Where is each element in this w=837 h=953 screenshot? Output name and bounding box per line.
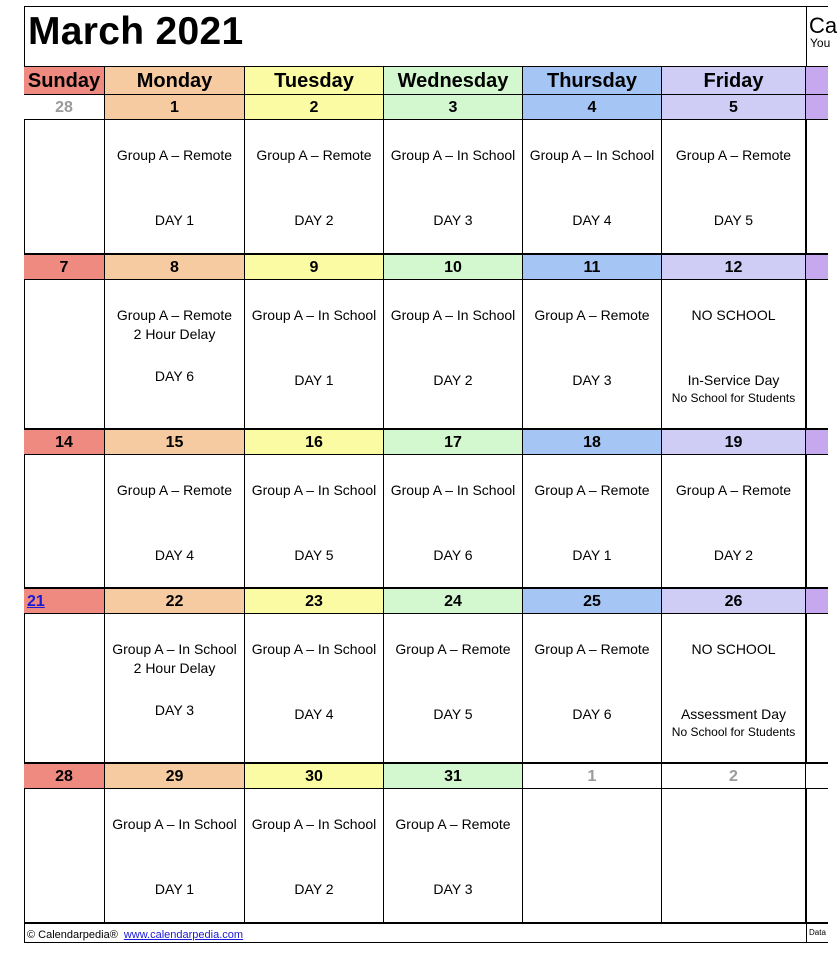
schedule-status: Group A – Remote xyxy=(675,482,792,498)
day-cell xyxy=(245,455,384,589)
delay-note: 2 Hour Delay xyxy=(133,326,216,342)
date-number: 19 xyxy=(662,430,806,455)
rotation-day: DAY 5 xyxy=(294,547,334,563)
rotation-day: DAY 1 xyxy=(154,212,195,228)
date-number-row xyxy=(24,430,828,455)
rotation-day: In-Service Day xyxy=(687,372,780,388)
date-number: 14 xyxy=(24,430,105,455)
date-number: 23 xyxy=(245,589,384,614)
day-cell xyxy=(384,789,523,924)
day-cell xyxy=(105,120,245,255)
weekday-friday: Friday xyxy=(662,67,806,95)
day-cell xyxy=(523,280,662,430)
copyright-text: © Calendarpedia® xyxy=(27,929,118,941)
date-number-row xyxy=(24,255,828,280)
day-cell xyxy=(105,789,245,924)
day-cell xyxy=(806,789,828,924)
date-number[interactable]: 21 xyxy=(24,589,105,614)
rotation-day: DAY 3 xyxy=(154,702,195,718)
day-cell xyxy=(384,120,523,255)
date-number xyxy=(806,255,828,280)
date-number-row xyxy=(24,95,828,120)
rotation-day: DAY 1 xyxy=(572,547,612,563)
calendarpedia-link[interactable]: www.calendarpedia.com xyxy=(123,929,244,941)
day-cell xyxy=(24,455,105,589)
day-cell xyxy=(523,455,662,589)
weekday-wednesday: Wednesday xyxy=(384,67,523,95)
date-number: 26 xyxy=(662,589,806,614)
day-cells-row xyxy=(24,614,828,764)
schedule-status: Group A – In School xyxy=(112,641,237,657)
schedule-status: Group A – Remote xyxy=(256,147,372,163)
date-number: 22 xyxy=(105,589,245,614)
rotation-day: DAY 1 xyxy=(294,372,334,388)
day-cell xyxy=(806,280,828,430)
weekday-saturday xyxy=(806,67,828,95)
schedule-status: Group A – Remote xyxy=(675,147,792,163)
date-number: 18 xyxy=(523,430,662,455)
date-number: 10 xyxy=(384,255,523,280)
week-row xyxy=(24,764,828,924)
rotation-day: DAY 3 xyxy=(433,212,473,228)
schedule-status: Group A – In School xyxy=(390,482,516,498)
schedule-status: Group A – Remote xyxy=(395,641,511,657)
note-text: No School for Students xyxy=(671,391,796,405)
day-cell xyxy=(245,120,384,255)
date-number: 8 xyxy=(105,255,245,280)
schedule-status: Group A – In School xyxy=(529,147,655,163)
week-row xyxy=(24,255,828,430)
schedule-status: Group A – Remote xyxy=(395,816,511,832)
day-cell xyxy=(662,455,806,589)
day-cell xyxy=(24,789,105,924)
weekday-monday: Monday xyxy=(105,67,245,95)
rotation-day: DAY 2 xyxy=(294,212,334,228)
week-row xyxy=(24,589,828,764)
weekday-header xyxy=(24,67,828,95)
schedule-status: NO SCHOOL xyxy=(691,641,776,657)
rotation-day: DAY 6 xyxy=(572,706,612,722)
day-cell xyxy=(523,789,662,924)
date-number: 5 xyxy=(662,95,806,120)
schedule-status: Group A – In School xyxy=(251,816,377,832)
date-number: 16 xyxy=(245,430,384,455)
date-number xyxy=(806,589,828,614)
day-cell xyxy=(245,280,384,430)
day-cell xyxy=(662,120,806,255)
sidebar-subtitle: You xyxy=(810,36,831,50)
rotation-day: DAY 4 xyxy=(294,706,334,722)
date-number: 15 xyxy=(105,430,245,455)
day-cell xyxy=(24,614,105,764)
date-number: 2 xyxy=(245,95,384,120)
date-number: 11 xyxy=(523,255,662,280)
day-cell xyxy=(105,614,245,764)
day-cell xyxy=(806,614,828,764)
day-cell xyxy=(105,280,245,430)
schedule-status: Group A – In School xyxy=(251,482,377,498)
day-cell xyxy=(662,614,806,764)
sidebar-footer: Data xyxy=(809,928,826,937)
weekday-tuesday: Tuesday xyxy=(245,67,384,95)
week-row xyxy=(24,430,828,589)
page-title: March 2021 xyxy=(28,10,244,53)
schedule-status: Group A – Remote xyxy=(534,307,650,323)
rotation-day: DAY 4 xyxy=(572,212,612,228)
day-cell xyxy=(384,455,523,589)
date-number xyxy=(806,430,828,455)
sidebar-title: Ca xyxy=(809,13,837,38)
rotation-day: DAY 6 xyxy=(433,547,473,563)
date-number: 31 xyxy=(384,764,523,789)
schedule-status: Group A – Remote xyxy=(534,482,650,498)
footer xyxy=(27,928,243,942)
date-number: 12 xyxy=(662,255,806,280)
day-cells-row xyxy=(24,789,828,924)
date-number: 24 xyxy=(384,589,523,614)
schedule-status: Group A – In School xyxy=(112,816,237,832)
day-cell xyxy=(384,280,523,430)
note-text: No School for Students xyxy=(671,725,796,739)
schedule-status: Group A – In School xyxy=(390,147,516,163)
day-cell xyxy=(245,614,384,764)
schedule-status: Group A – Remote xyxy=(534,641,650,657)
day-cells-row xyxy=(24,455,828,589)
week-row xyxy=(24,95,828,255)
rotation-day: DAY 5 xyxy=(713,212,754,228)
date-number xyxy=(806,764,828,789)
day-cell xyxy=(523,120,662,255)
rotation-day: DAY 5 xyxy=(433,706,473,722)
date-number: 1 xyxy=(105,95,245,120)
rotation-day: Assessment Day xyxy=(680,706,787,722)
day-cell xyxy=(523,614,662,764)
rotation-day: DAY 3 xyxy=(433,881,473,897)
day-cell xyxy=(105,455,245,589)
rotation-day: DAY 2 xyxy=(713,547,754,563)
schedule-status: Group A – Remote xyxy=(116,147,233,163)
date-number-row xyxy=(24,589,828,614)
day-cell xyxy=(806,120,828,255)
delay-note: 2 Hour Delay xyxy=(133,660,216,676)
date-number: 1 xyxy=(523,764,662,789)
date-number: 3 xyxy=(384,95,523,120)
day-cell xyxy=(384,614,523,764)
date-number: 25 xyxy=(523,589,662,614)
rotation-day: DAY 4 xyxy=(154,547,195,563)
weekday-sunday: Sunday xyxy=(24,67,105,95)
day-cell xyxy=(806,455,828,589)
rotation-day: DAY 2 xyxy=(433,372,473,388)
schedule-status: Group A – Remote xyxy=(116,482,233,498)
day-cell xyxy=(662,789,806,924)
day-cell xyxy=(24,280,105,430)
date-number: 4 xyxy=(523,95,662,120)
day-cell xyxy=(24,120,105,255)
date-number xyxy=(806,95,828,120)
date-number: 28 xyxy=(24,764,105,789)
rotation-day: DAY 3 xyxy=(572,372,612,388)
date-number: 28 xyxy=(24,95,105,120)
schedule-status: Group A – Remote xyxy=(116,307,233,323)
day-cell xyxy=(662,280,806,430)
schedule-status: Group A – In School xyxy=(390,307,516,323)
date-number: 30 xyxy=(245,764,384,789)
schedule-status: Group A – In School xyxy=(251,641,377,657)
date-number: 2 xyxy=(662,764,806,789)
date-number: 29 xyxy=(105,764,245,789)
date-number-row xyxy=(24,764,828,789)
schedule-status: Group A – In School xyxy=(251,307,377,323)
day-cells-row xyxy=(24,120,828,255)
day-cells-row xyxy=(24,280,828,430)
date-number: 9 xyxy=(245,255,384,280)
rotation-day: DAY 6 xyxy=(154,368,195,384)
weekday-thursday: Thursday xyxy=(523,67,662,95)
date-number: 7 xyxy=(24,255,105,280)
date-number: 17 xyxy=(384,430,523,455)
rotation-day: DAY 1 xyxy=(154,881,195,897)
rotation-day: DAY 2 xyxy=(294,881,334,897)
schedule-status: NO SCHOOL xyxy=(691,307,776,323)
day-cell xyxy=(245,789,384,924)
